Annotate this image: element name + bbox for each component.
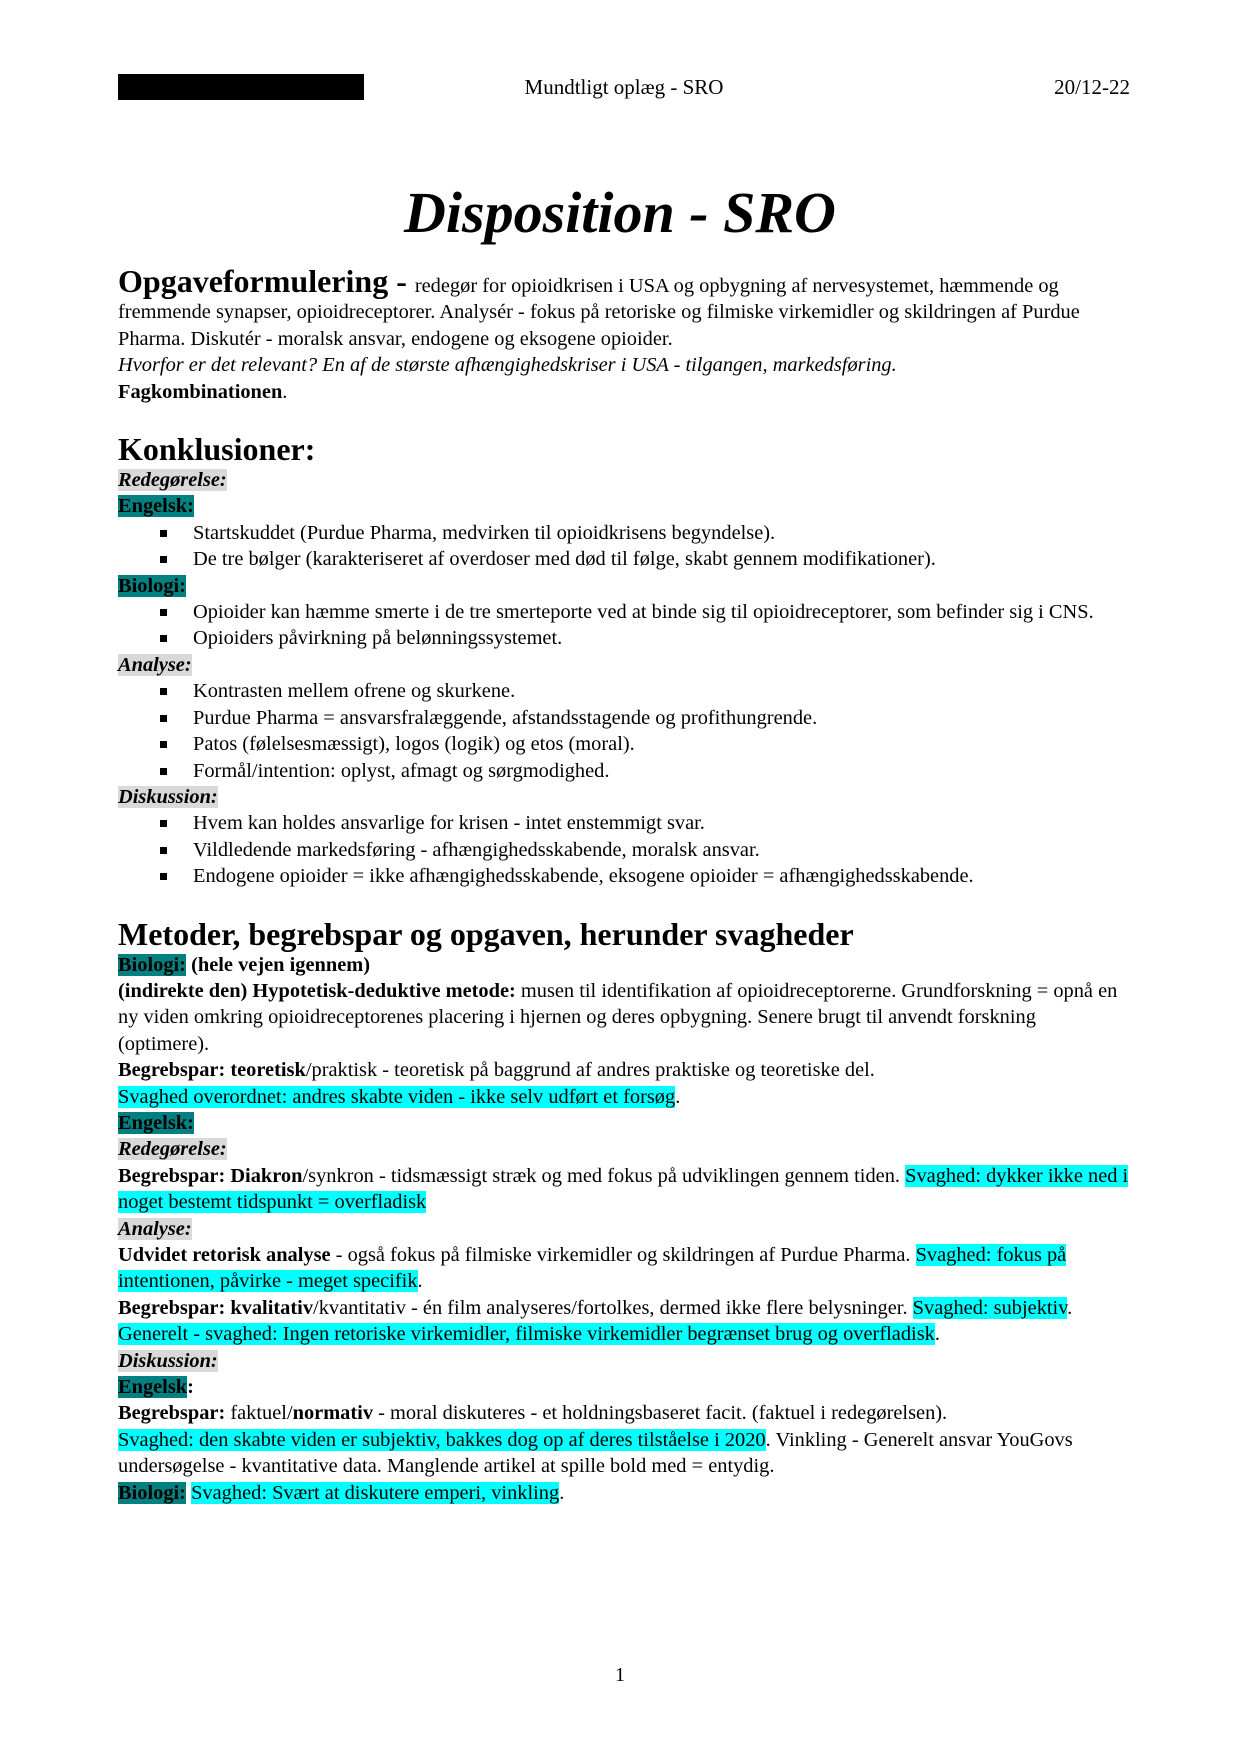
begrebspar-1-text: /praktisk - teoretisk på baggrund af andres praktiske og teoretiske del. bbox=[305, 1059, 875, 1082]
fag-bold: Fagkombinationen bbox=[118, 380, 283, 403]
generelt-period: . bbox=[934, 1323, 940, 1346]
begrebspar-3-svaghed: Svaghed: subjektiv bbox=[912, 1296, 1068, 1319]
begrebspar-3-period: . bbox=[1067, 1296, 1073, 1319]
svaghed-1 bbox=[118, 1084, 1130, 1110]
generelt-svaghed bbox=[118, 1321, 1130, 1347]
relevance-line: Hvorfor er det relevant? En af de største afhængighedskriser i USA - tilgangen, markedsføring. bbox=[118, 354, 897, 377]
hypotetisk-bold: (indirekte den) Hypotetisk-deduktive metode: bbox=[118, 979, 516, 1002]
begrebspar-2 bbox=[118, 1163, 1130, 1216]
biologi-2-svaghed: Svaghed: Svært at diskutere emperi, vinkling bbox=[191, 1481, 560, 1504]
label-redegorelse: Redegørelse: bbox=[118, 469, 227, 492]
begrebspar-4-bold: normativ bbox=[292, 1402, 374, 1425]
list-item: Opioiders påvirkning på belønningssystemet. bbox=[118, 625, 1130, 651]
label-engelsk: Engelsk: bbox=[118, 495, 194, 518]
list-item: Opioider kan hæmme smerte i de tre smerteporte ved at binde sig til opioidreceptorer, som befinder sig i CNS. bbox=[118, 599, 1130, 625]
begrebspar-2-bold: Diakron bbox=[230, 1164, 303, 1187]
list-item: Vildledende markedsføring - afhængighedsskabende, moralsk ansvar. bbox=[118, 837, 1130, 863]
metoder-heading: Metoder, begrebspar og opgaven, herunder svagheder bbox=[118, 915, 854, 952]
udvidet-retorisk-svaghed: Svaghed: fokus på intentionen, påvirke - meget specifik bbox=[118, 1244, 1067, 1293]
label-biologi: Biologi: bbox=[118, 1481, 186, 1504]
svaghed-1-period: . bbox=[675, 1085, 681, 1108]
intro-paragraph bbox=[118, 263, 1130, 352]
list-item: Hvem kan holdes ansvarlige for krisen - intet enstemmigt svar. bbox=[118, 810, 1130, 836]
biologi-2-period: . bbox=[559, 1481, 565, 1504]
list-item: Patos (følelsesmæssigt), logos (logik) og etos (moral). bbox=[118, 731, 1130, 757]
begrebspar-1-bold: Begrebspar: teoretisk bbox=[118, 1059, 306, 1082]
engelsk-2-colon: : bbox=[187, 1376, 194, 1399]
metoder-biologi-line bbox=[118, 952, 1130, 978]
biologi-list bbox=[118, 599, 1130, 652]
biologi-2-line bbox=[118, 1480, 1130, 1506]
list-item: Kontrasten mellem ofrene og skurkene. bbox=[118, 678, 1130, 704]
list-item: Startskuddet (Purdue Pharma, medvirken til opioidkrisens begyndelse). bbox=[118, 520, 1130, 546]
list-item: De tre bølger (karakteriseret af overdoser med død til følge, skabt gennem modifikationer). bbox=[118, 546, 1130, 572]
list-item: Purdue Pharma = ansvarsfralæggende, afstandsstagende og profithungrende. bbox=[118, 705, 1130, 731]
hypotetisk-paragraph bbox=[118, 978, 1130, 1057]
begrebspar-2-svaghed: Svaghed: dykker ikke ned i noget bestemt tidspunkt = overfladisk bbox=[118, 1164, 1129, 1214]
begrebspar-2-text: /synkron - tidsmæssigt stræk og med fokus på udviklingen gennem tiden. bbox=[302, 1164, 906, 1187]
udvidet-retorisk bbox=[118, 1242, 1130, 1295]
engelsk-list bbox=[118, 520, 1130, 573]
begrebspar-4-label: Begrebspar: bbox=[118, 1402, 226, 1425]
svaghed-1-highlight: Svaghed overordnet: andres skabte viden - ikke selv udført et forsøg bbox=[118, 1085, 676, 1108]
section-konklusioner bbox=[118, 431, 1130, 890]
engelsk-2-line bbox=[118, 1374, 1130, 1400]
label-biologi: Biologi: bbox=[118, 574, 186, 597]
begrebspar-4 bbox=[118, 1400, 1130, 1426]
header-title: Mundtligt oplæg - SRO bbox=[524, 75, 724, 99]
biologi-note: (hele vejen igennem) bbox=[185, 953, 371, 976]
generelt-highlight: Generelt - svaghed: Ingen retoriske virkemidler, filmiske virkemidler begrænset brug og overfladisk bbox=[118, 1323, 935, 1346]
begrebspar-4-text-2: - moral diskuteres - et holdningsbaseret facit. (faktuel i redegørelsen). bbox=[373, 1402, 948, 1425]
list-item: Formål/intention: oplyst, afmagt og sørgmodighed. bbox=[118, 758, 1130, 784]
label-analyse: Analyse: bbox=[118, 1217, 192, 1240]
label-analyse: Analyse: bbox=[118, 653, 192, 676]
label-redegorelse: Redegørelse: bbox=[118, 1138, 227, 1161]
udvidet-retorisk-text: - også fokus på filmiske virkemidler og skildringen af Purdue Pharma. bbox=[330, 1244, 916, 1266]
svaghed-4 bbox=[118, 1427, 1130, 1480]
udvidet-retorisk-bold: Udvidet retorisk analyse bbox=[118, 1244, 331, 1266]
list-item: Endogene opioider = ikke afhængighedsskabende, eksogene opioider = afhængighedsskabende. bbox=[118, 863, 1130, 889]
udvidet-retorisk-period: . bbox=[417, 1270, 423, 1293]
konklusioner-heading: Konklusioner: bbox=[118, 431, 316, 468]
label-diskussion: Diskussion: bbox=[118, 1349, 218, 1372]
intro-text: redegør for opioidkrisen i USA og opbygning af nervesystemet, hæmmende og fremmende synapser, opioidreceptorer. Analysér - fokus på retoriske og filmiske virkemidler og skildringen af Purdue Pharma. Diskutér - moralsk ansvar, endogene og eksogene opioider. bbox=[118, 275, 1080, 350]
label-engelsk: Engelsk: bbox=[118, 1111, 194, 1134]
analyse-list bbox=[118, 678, 1130, 784]
label-diskussion: Diskussion: bbox=[118, 785, 218, 808]
label-engelsk: Engelsk bbox=[118, 1376, 188, 1399]
section-metoder bbox=[118, 916, 1130, 1507]
hypotetisk-text: musen til identifikation af opioidreceptorerne. Grundforskning = opnå en ny viden omkring opioidreceptorenes placering i hjernen og deres opbygning. Senere brugt til anvendt forskning (optimere). bbox=[118, 979, 1118, 1055]
document-body bbox=[118, 263, 1130, 1506]
label-biologi: Biologi: bbox=[118, 953, 186, 976]
begrebspar-3-text: /kvantitativ - én film analyseres/fortolkes, dermed ikke flere belysninger. bbox=[313, 1296, 913, 1319]
diskussion-list bbox=[118, 810, 1130, 889]
begrebspar-3 bbox=[118, 1295, 1130, 1321]
begrebspar-2-label: Begrebspar: bbox=[118, 1164, 231, 1187]
document-title: Disposition - SRO bbox=[404, 180, 836, 245]
page-header bbox=[118, 74, 1130, 100]
begrebspar-1 bbox=[118, 1057, 1130, 1083]
svaghed-4-rest: . Vinkling - Generelt ansvar YouGovs undersøgelse - kvantitative data. Manglende artikel at spille bold med = entydig. bbox=[118, 1428, 1073, 1478]
header-date: 20/12-22 bbox=[1054, 75, 1130, 99]
begrebspar-3-bold: Begrebspar: kvalitativ bbox=[118, 1296, 314, 1319]
svaghed-4-highlight: Svaghed: den skabte viden er subjektiv, bakkes dog op af deres tilståelse i 2020 bbox=[118, 1428, 766, 1451]
begrebspar-4-text-1: faktuel/ bbox=[225, 1402, 293, 1425]
page-number: 1 bbox=[615, 1664, 625, 1686]
fag-line bbox=[118, 379, 1130, 405]
fag-period: . bbox=[282, 380, 288, 403]
intro-heading: Opgaveformulering - bbox=[118, 263, 415, 299]
